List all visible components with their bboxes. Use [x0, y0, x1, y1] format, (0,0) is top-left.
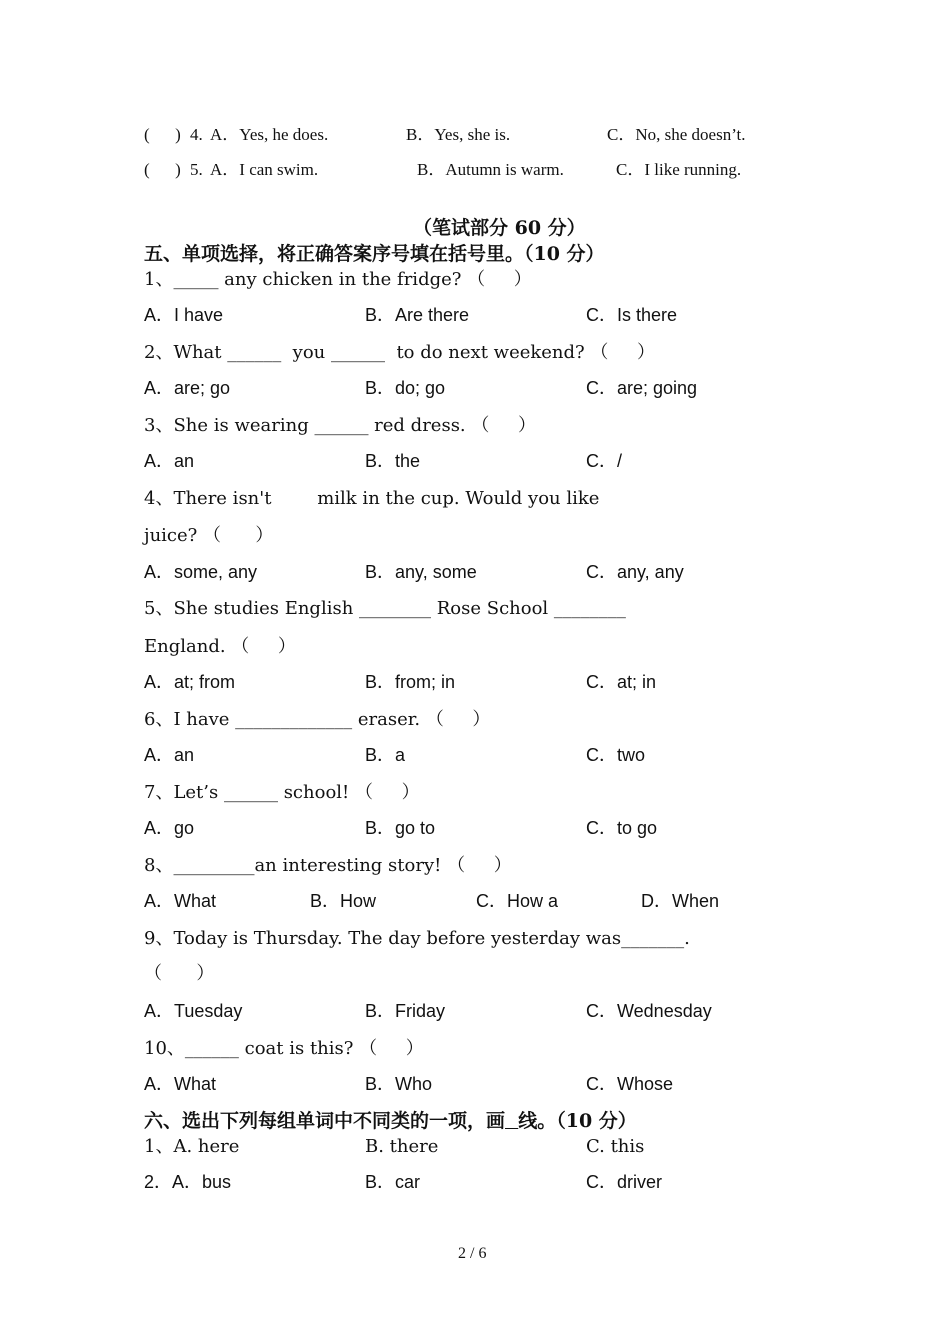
s5-q3-option-b: B．the — [365, 451, 421, 471]
s5-q7-option-c: C．to go — [586, 818, 658, 838]
s5-q4-stem-cont: juice? （ ） — [144, 525, 274, 546]
section6-title-post: 线。（10 分） — [518, 1110, 637, 1132]
s5-q6-option-c: C．two — [586, 745, 646, 765]
s5-q4-stem: 4、There isn't milk in the cup. Would you like — [144, 488, 600, 509]
listening-q5-option-a: A．I can swim. — [210, 160, 319, 179]
listening-q5-option-b: B．Autumn is warm. — [417, 160, 564, 179]
s5-q4-option-b: B．any, some — [365, 562, 477, 582]
s5-q8-option-c: C．How a — [476, 891, 559, 911]
s5-q10-option-c: C．Whose — [586, 1074, 674, 1094]
s5-q7-option-a: A．go — [144, 818, 195, 838]
s5-q2-option-b: B．do; go — [365, 378, 446, 398]
s5-q10-option-a: A．What — [144, 1074, 217, 1094]
s5-q1-option-a: A．I have — [144, 305, 224, 325]
s5-q4-option-c: C．any, any — [586, 562, 684, 582]
s5-q8-option-a: A．What — [144, 891, 217, 911]
s5-q1-stem: 1、_____ any chicken in the fridge? （ ） — [144, 269, 532, 290]
s6-q2-option-c: C．driver — [586, 1172, 663, 1192]
s5-q8-option-b: B．How — [310, 891, 377, 911]
section6-title-pre: 六、选出下列每组单词中不同类的一项，画 — [144, 1110, 506, 1132]
s6-q2-option-b: B．car — [365, 1172, 421, 1192]
s5-q8-stem: 8、_________an interesting story! （ ） — [144, 855, 512, 876]
s5-q1-option-b: B．Are there — [365, 305, 470, 325]
section6-title — [144, 1112, 637, 1131]
s5-q7-stem: 7、Let’s ______ school! （ ） — [144, 782, 420, 803]
s5-q5-option-a: A．at; from — [144, 672, 236, 692]
written-part-header: （笔试部分 60 分） — [413, 217, 586, 239]
listening-q5-option-c: C．I like running. — [616, 160, 742, 179]
s6-q1-option-b: B. there — [365, 1136, 439, 1157]
s6-q1-option-a: 1、A. here — [144, 1136, 240, 1157]
s5-q4-option-a: A．some, any — [144, 562, 258, 582]
s5-q2-option-a: A．are; go — [144, 378, 231, 398]
s6-q1-option-c: C. this — [586, 1136, 645, 1157]
listening-q4-paren: ( ) — [144, 125, 181, 144]
page-number: 2 / 6 — [458, 1245, 487, 1262]
s5-q9-option-b: B．Friday — [365, 1001, 446, 1021]
listening-q4-option-a: A．Yes, he does. — [210, 125, 329, 144]
s5-q3-option-c: C．/ — [586, 451, 622, 471]
s5-q6-option-b: B．a — [365, 745, 406, 765]
s5-q8-option-d: D．When — [641, 891, 720, 911]
listening-q5-number: 5. — [190, 160, 203, 179]
s5-q5-option-b: B．from; in — [365, 672, 456, 692]
section6-title-blank — [505, 1110, 518, 1132]
s5-q10-option-b: B．Who — [365, 1074, 433, 1094]
listening-q4-option-c: C．No, she doesn’t. — [607, 125, 746, 144]
listening-q4-option-b: B．Yes, she is. — [406, 125, 511, 144]
s5-q1-option-c: C．Is there — [586, 305, 678, 325]
s5-q3-stem: 3、She is wearing ______ red dress. （ ） — [144, 415, 536, 436]
s5-q9-option-a: A．Tuesday — [144, 1001, 243, 1021]
listening-q4-number: 4. — [190, 125, 203, 144]
s6-q2-option-a: 2．A．bus — [144, 1172, 232, 1192]
s5-q7-option-b: B．go to — [365, 818, 436, 838]
s5-q2-stem: 2、What ______ you ______ to do next weekend? （ ） — [144, 342, 656, 363]
s5-q6-stem: 6、I have _____________ eraser. （ ） — [144, 709, 491, 730]
section5-title: 五、单项选择，将正确答案序号填在括号里。（10 分） — [144, 243, 605, 265]
s5-q10-stem: 10、______ coat is this? （ ） — [144, 1038, 424, 1059]
s5-q9-stem-cont: （ ） — [144, 963, 215, 984]
listening-q5-paren: ( ) — [144, 160, 181, 179]
s5-q5-option-c: C．at; in — [586, 672, 657, 692]
s5-q6-option-a: A．an — [144, 745, 195, 765]
s5-q2-option-c: C．are; going — [586, 378, 698, 398]
s5-q5-stem: 5、She studies English ________ Rose School ________ — [144, 598, 626, 619]
s5-q3-option-a: A．an — [144, 451, 195, 471]
s5-q9-stem: 9、Today is Thursday. The day before yesterday was_______. — [144, 928, 690, 949]
s5-q5-stem-cont: England. （ ） — [144, 636, 296, 657]
s5-q9-option-c: C．Wednesday — [586, 1001, 712, 1021]
